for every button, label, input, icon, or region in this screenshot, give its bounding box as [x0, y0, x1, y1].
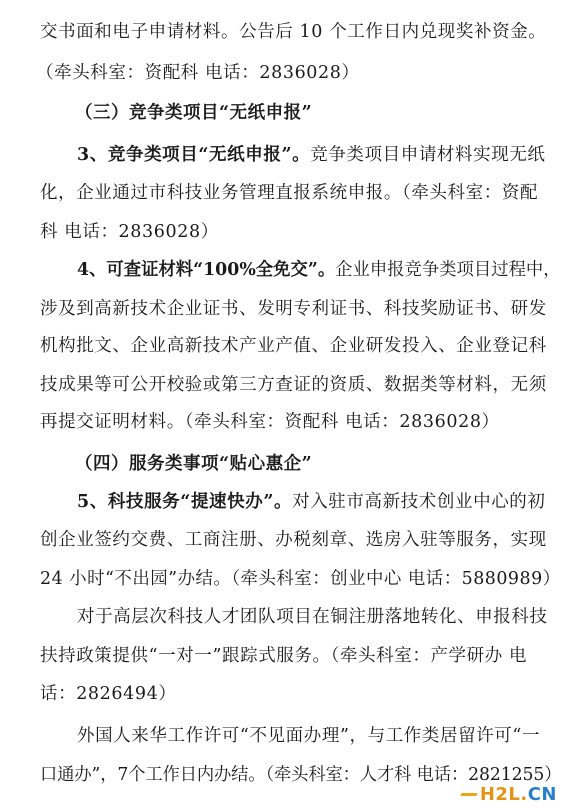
text-run: 竞争类项目申请材料实现无纸 — [310, 145, 546, 165]
watermark-dot: . — [520, 784, 528, 805]
item-title: 4、可查证材料“100%全免交”。 — [77, 260, 336, 280]
text-line-11 — [40, 410, 500, 434]
item-title: 3、竞争类项目“无纸申报”。 — [77, 145, 311, 165]
text-run: 科 电话：2836028） — [40, 222, 219, 242]
text-run: 机构批文、企业高新技术产业产值、企业研发投入、企业登记科 — [40, 336, 547, 356]
text-line-19 — [77, 724, 540, 748]
text-run: 对于高层次科技人才团队项目在铜注册落地转化、申报科技 — [77, 607, 548, 627]
text-run: 扶持政策提供“一对一”跟踪式服务。（牵头科室：产学研办 电 — [40, 646, 528, 666]
section-heading-3 — [75, 101, 312, 125]
text-line-9 — [40, 334, 547, 358]
text-line-14 — [40, 528, 547, 552]
text-line-2 — [36, 61, 360, 85]
text-run: 外国人来华工作许可“不见面办理”，与工作类居留许可“一 — [77, 726, 541, 746]
text-run: 口通办”，7个工作日内办结。（牵头科室：人才科 电话：2821255） — [40, 765, 562, 785]
text-line-5 — [40, 181, 538, 205]
watermark-tld: CN — [527, 784, 557, 805]
site-watermark — [461, 784, 557, 805]
text-line-7 — [77, 258, 561, 282]
text-run: （牵头科室：资配科 电话：2836028） — [36, 63, 360, 83]
section-heading-4 — [75, 452, 312, 476]
text-run: 企业申报竞争类项目过程中， — [335, 260, 561, 280]
text-run: 话：2826494） — [40, 684, 177, 704]
item-title: 5、科技服务“提速快办”。 — [77, 492, 293, 512]
text-run: 交书面和电子申请材料。公告后 10 个工作日内兑现奖补资金。 — [40, 22, 547, 42]
heading-text: （三）竞争类项目“无纸申报” — [75, 103, 313, 123]
heading-text: （四）服务类事项“贴心惠企” — [75, 454, 313, 474]
text-line-16 — [77, 605, 548, 629]
text-line-6 — [40, 220, 219, 244]
watermark-brand: H2L — [479, 784, 521, 805]
text-run: 创企业签约交费、工商注册、办税刻章、选房入驻等服务，实现 — [40, 530, 547, 550]
text-run: 化，企业通过市科技业务管理直报系统申报。（牵头科室：资配 — [40, 183, 539, 203]
text-run: 技成果等可公开校验或第三方查证的资质、数据类等材料，无须 — [40, 375, 547, 395]
text-line-17 — [40, 644, 527, 668]
text-run: 对入驻市高新技术创业中心的初 — [292, 492, 546, 512]
text-line-15 — [40, 567, 561, 591]
text-run: 24 小时“不出园”办结。（牵头科室：创业中心 电话：5880989） — [40, 569, 561, 589]
text-line-18 — [40, 682, 176, 706]
text-run: 再提交证明材料。（牵头科室：资配科 电话：2836028） — [40, 412, 500, 432]
watermark-dash-icon — [460, 793, 477, 796]
text-run: 涉及到高新技术企业证书、发明专利证书、科技奖励证书、研发 — [40, 299, 547, 319]
text-line-10 — [40, 373, 547, 397]
text-line-13 — [77, 490, 546, 514]
text-line-8 — [40, 297, 547, 321]
text-line-1 — [40, 20, 546, 44]
text-line-4 — [77, 143, 546, 167]
